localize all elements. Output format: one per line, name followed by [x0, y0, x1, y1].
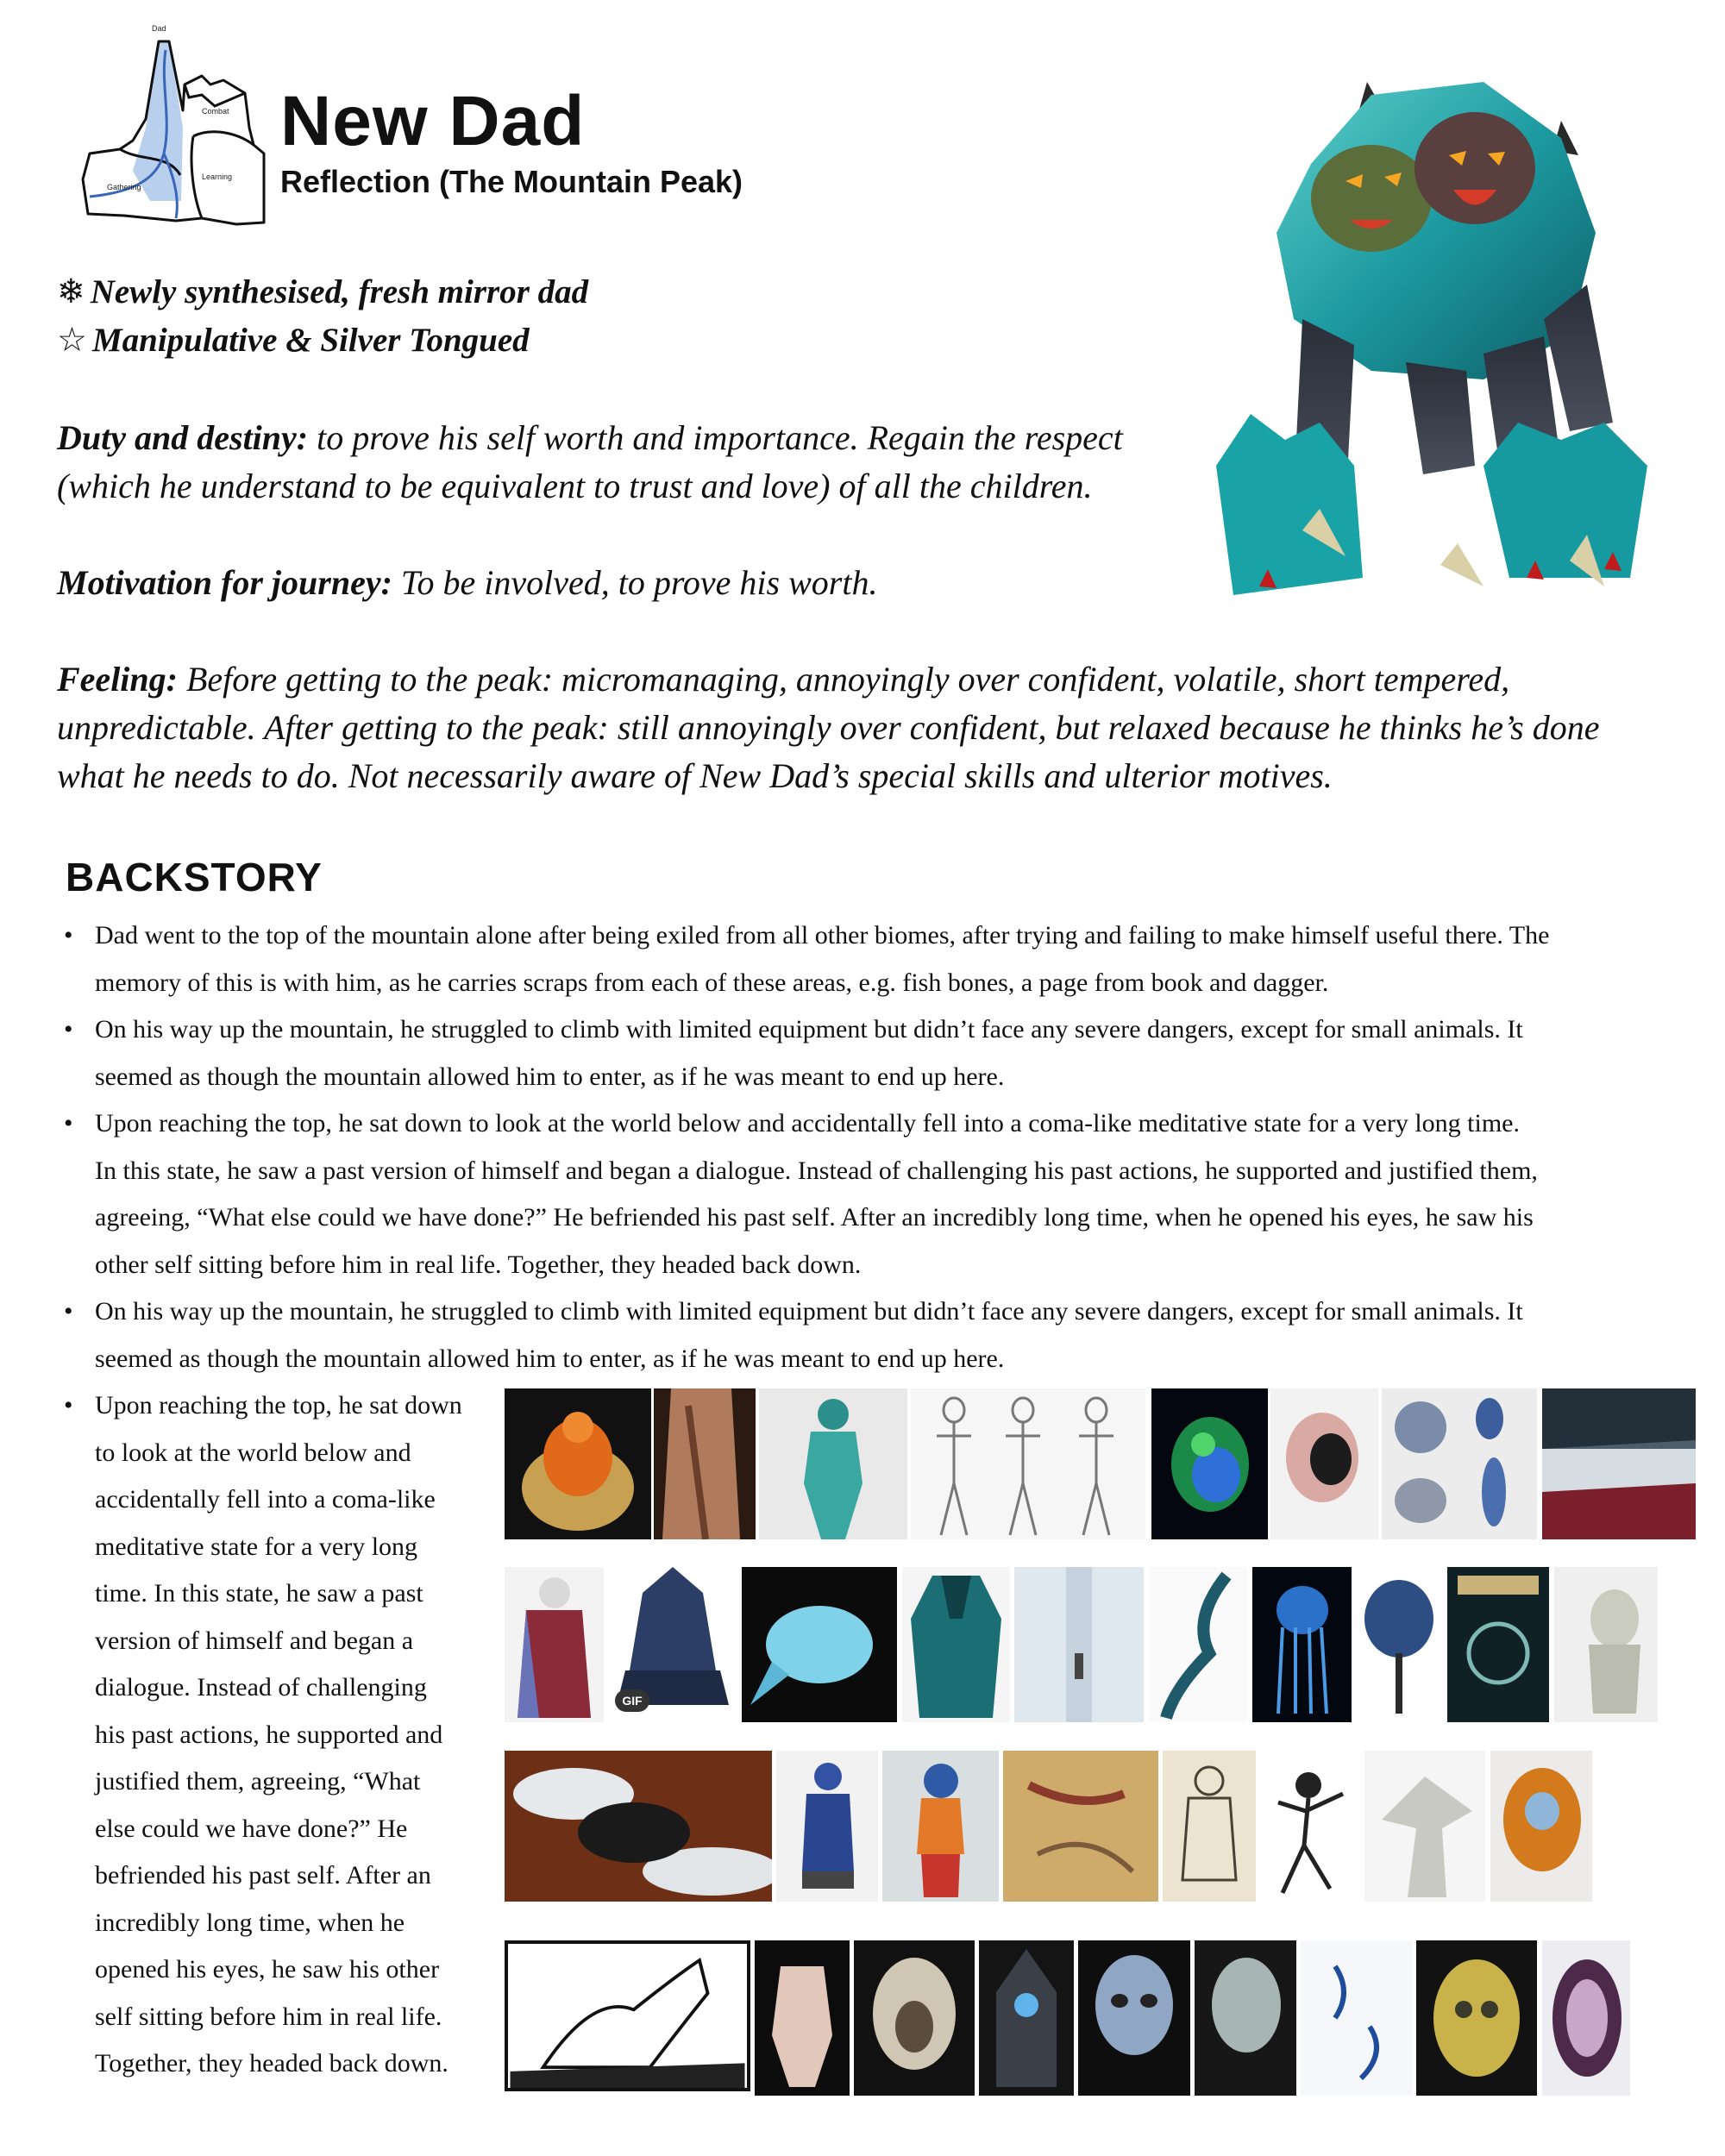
bullet-5-dot: •: [64, 1391, 73, 1420]
motivation-paragraph: [57, 559, 877, 607]
bullet-5-line-7: dialogue. Instead of challenging: [95, 1673, 427, 1702]
duty-line-2: (which he understand to be equivalent to trust and love) of all the children.: [57, 467, 1093, 505]
moodboard-image-dancing-sketch: [1261, 1751, 1360, 1902]
bullet-2-line-2: seemed as though the mountain allowed him to enter, as if he was meant to end up here.: [95, 1062, 1005, 1091]
moodboard-image-snowy-river: [1542, 1388, 1696, 1539]
moodboard-image-anglerfish: [742, 1567, 897, 1722]
moodboard-image-pale-sculpture: [1554, 1567, 1658, 1722]
moodboard-image-anatomy-chart: [911, 1388, 1145, 1539]
moodboard-image-robed-figure: [505, 1567, 604, 1722]
page-title: New Dad: [280, 82, 586, 160]
bullet-5-line-15: Together, they headed back down.: [95, 2049, 448, 2078]
bullet-5-line-11: befriended his past self. After an: [95, 1861, 431, 1890]
feeling-line-2: unpredictable. After getting to the peak: still annoyingly over confident, but relaxed because he thinks he’s done: [57, 708, 1600, 747]
moodboard-image-draped-figure: [654, 1388, 756, 1539]
bullet-5-line-8: his past actions, he supported and: [95, 1720, 443, 1749]
bullet-1-dot: •: [64, 921, 73, 950]
gif-badge: GIF: [615, 1689, 649, 1712]
moodboard-image-blue-sketches: [1301, 1940, 1413, 2096]
moodboard-image-masked-head: [1270, 1388, 1378, 1539]
moodboard-image-grey-alien: [1195, 1940, 1296, 2096]
moodboard-image-alien-bust: [1078, 1940, 1190, 2096]
moodboard-image-yellow-skull: [1416, 1940, 1537, 2096]
bullet-5-line-1: Upon reaching the top, he sat down: [95, 1391, 462, 1420]
star-outline-icon: ☆: [57, 322, 87, 359]
bullet-4-line-1: On his way up the mountain, he struggled to climb with limited equipment but didn’t face any severe dangers, except for small animals. It: [95, 1297, 1523, 1326]
feeling-line-1: Before getting to the peak: micromanaging, annoyingly over confident, volatile, short tempered,: [185, 660, 1510, 699]
moodboard-image-frost-stripe: [1014, 1567, 1144, 1722]
bullet-5-line-5: time. In this state, he saw a past: [95, 1579, 423, 1608]
moodboard-image-skull-mask: [854, 1940, 975, 2096]
map-label-learning: Learning: [202, 172, 233, 181]
moodboard-image-armored-bust: [608, 1567, 737, 1722]
bullet-5-line-2: to look at the world below and: [95, 1438, 411, 1467]
bullet-3-line-2: In this state, he saw a past version of himself and began a dialogue. Instead of challenging his past actions, he supported and justified them,: [95, 1156, 1538, 1185]
feeling-label: Feeling:: [57, 660, 178, 699]
duty-line-1: to prove his self worth and importance. Regain the respect: [317, 418, 1123, 457]
bullet-5: [95, 1382, 500, 2088]
bullet-5-line-14: self sitting before him in real life.: [95, 2002, 442, 2031]
moodboard-image-engraving-figure: [1163, 1751, 1256, 1902]
backstory-heading: BACKSTORY: [66, 855, 323, 899]
moodboard-image-teal-figure: [759, 1388, 907, 1539]
bullet-3-line-4: other self sitting before him in real life. Together, they headed back down.: [95, 1250, 862, 1279]
moodboard-image-larva-drawing: [1003, 1751, 1158, 1902]
moodboard-image-isopods: [1382, 1388, 1537, 1539]
bullet-1-line-1: Dad went to the top of the mountain alone after being exiled from all other biomes, after trying and failing to make himself useful there. The: [95, 921, 1550, 950]
bullet-2: [95, 1006, 1523, 1100]
trait-1: [57, 273, 588, 311]
moodboard-image-teal-branch: [1149, 1567, 1248, 1722]
moodboard-image-geode-creature: [1542, 1940, 1630, 2096]
trait-1-text: Newly synthesised, fresh mirror dad: [90, 273, 589, 310]
moodboard: [500, 1384, 1708, 2117]
moodboard-image-action-figure: [882, 1751, 999, 1902]
bullet-2-dot: •: [64, 1015, 73, 1044]
bullet-5-line-6: version of himself and began a: [95, 1626, 414, 1655]
snowflake-icon: ❄: [57, 273, 85, 310]
duty-paragraph: [57, 414, 1123, 511]
bullet-5-line-4: meditative state for a very long: [95, 1532, 418, 1561]
bullet-5-line-13: opened his eyes, he saw his other: [95, 1955, 440, 1984]
moodboard-image-snow-leaves: [505, 1751, 772, 1902]
bullet-3-line-3: agreeing, “What else could we have done?” He befriended his past self. After an incredibly long time, when he opened his eyes, he saw his: [95, 1203, 1534, 1232]
moodboard-image-pale-creature: [755, 1940, 850, 2096]
motivation-label: Motivation for journey:: [57, 563, 392, 602]
moodboard-image-teal-hoodie: [902, 1567, 1010, 1722]
moodboard-image-hooded-eye: [979, 1940, 1074, 2096]
bullet-4-dot: •: [64, 1297, 73, 1326]
map-label-combat: Combat: [202, 107, 229, 116]
feeling-line-3: what he needs to do. Not necessarily aware of New Dad’s special skills and ulterior motives.: [57, 756, 1333, 795]
moodboard-image-egg-creature: [505, 1388, 651, 1539]
bullet-5-line-12: incredibly long time, when he: [95, 1908, 405, 1937]
bullet-3-line-1: Upon reaching the top, he sat down to look at the world below and accidentally fell into a coma-like meditative state for a very long time.: [95, 1109, 1520, 1138]
bullet-3: [95, 1100, 1538, 1288]
bullet-5-line-10: else could we have done?” He: [95, 1814, 408, 1843]
page-subtitle: Reflection (The Mountain Peak): [280, 164, 743, 199]
bullet-1: [95, 912, 1549, 1006]
bullet-2-line-1: On his way up the mountain, he struggled to climb with limited equipment but didn’t face any severe dangers, except for small animals. It: [95, 1015, 1523, 1044]
moodboard-image-woodcut-beast: [505, 1940, 750, 2091]
bullet-5-line-3: accidentally fell into a coma-like: [95, 1485, 436, 1514]
moodboard-image-horseshoe-crab: [1356, 1567, 1442, 1722]
motivation-text: To be involved, to prove his worth.: [400, 563, 878, 602]
trait-2-text: Manipulative & Silver Tongued: [91, 322, 530, 359]
trait-2: [57, 321, 530, 360]
bullet-5-line-9: justified them, agreeing, “What: [95, 1767, 421, 1796]
bullet-4: [95, 1288, 1523, 1382]
bullet-4-line-2: seemed as though the mountain allowed him to enter, as if he was meant to end up here.: [95, 1344, 1005, 1373]
moodboard-image-jellyfish: [1252, 1567, 1352, 1722]
moodboard-image-blue-warrior-figure: [776, 1751, 878, 1902]
moodboard-image-book-cover: [1447, 1567, 1549, 1722]
moodboard-image-embryo-scan: [1151, 1388, 1268, 1539]
bullet-3-dot: •: [64, 1109, 73, 1138]
moodboard-image-golden-monkey: [1490, 1751, 1592, 1902]
duty-label: Duty and destiny:: [57, 418, 309, 457]
map-label-gathering: Gathering: [107, 183, 141, 191]
creature-illustration: [1199, 60, 1665, 621]
map-label-top: Dad: [152, 24, 166, 33]
feeling-paragraph: [57, 655, 1599, 800]
moodboard-image-winged-statue: [1364, 1751, 1485, 1902]
biome-map-logo: [72, 24, 271, 231]
bullet-1-line-2: memory of this is with him, as he carries scraps from each of these areas, e.g. fish bones, a page from book and dagger.: [95, 968, 1329, 997]
